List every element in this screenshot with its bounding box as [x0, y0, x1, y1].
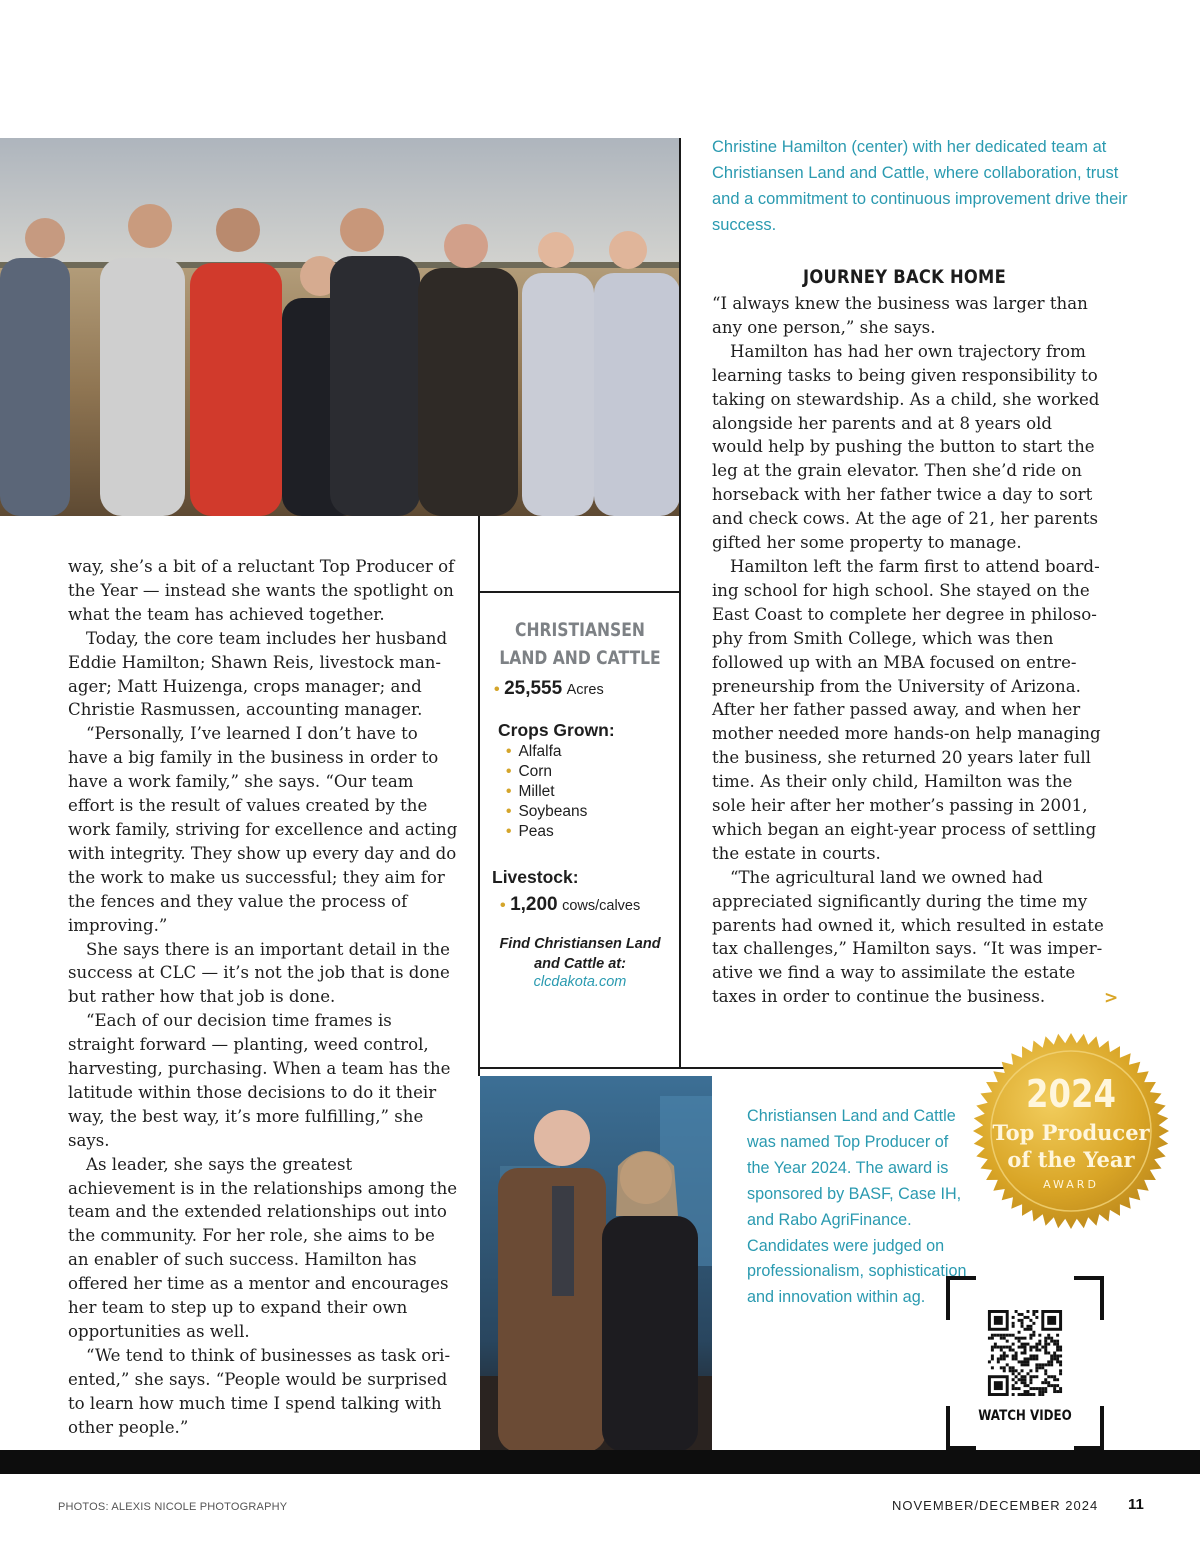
qr-module	[1021, 1378, 1024, 1381]
qr-module	[1029, 1393, 1032, 1396]
article-right-column	[712, 292, 1104, 1009]
qr-module	[1053, 1357, 1056, 1360]
qr-module	[1021, 1393, 1024, 1396]
paragraph: Hamilton has had her own trajectory from learning tasks to being given responsibility to taking on stewardship. As a child, she worked alongside her parents and at 8 years old would help by pushing the button to start the leg at the grain elevator. Then she’d ride on horseback with her father twice a day to sort and check cows. At the age of 21, her parents gifted her some property to manage.	[712, 341, 1100, 553]
qr-module	[1041, 1387, 1044, 1390]
qr-module	[1015, 1369, 1018, 1372]
acres-stat	[494, 678, 680, 700]
livestock-stat	[500, 894, 680, 916]
qr-module	[1050, 1363, 1053, 1366]
award-label: AWARD	[1043, 1178, 1099, 1191]
qr-module	[1021, 1381, 1024, 1384]
qr-module	[991, 1346, 994, 1349]
qr-module	[1018, 1387, 1021, 1390]
qr-module	[1000, 1357, 1003, 1360]
qr-module	[1035, 1363, 1038, 1366]
livestock-value: 1,200	[510, 894, 558, 915]
qr-module	[1029, 1378, 1032, 1381]
qr-module	[1056, 1360, 1059, 1363]
qr-module	[1026, 1328, 1029, 1331]
list-item: • Corn	[506, 762, 680, 782]
qr-module	[1018, 1337, 1021, 1340]
qr-module	[1056, 1384, 1059, 1387]
website-link[interactable]: clcdakota.com	[533, 974, 627, 990]
qr-module	[1026, 1384, 1029, 1387]
qr-module	[1047, 1334, 1050, 1337]
qr-module	[997, 1360, 1000, 1363]
qr-module	[1044, 1372, 1047, 1375]
qr-module	[1021, 1322, 1024, 1325]
qr-module	[1029, 1337, 1032, 1340]
qr-module	[1056, 1378, 1059, 1381]
farm-facts-sidebar	[480, 592, 680, 990]
qr-module	[1021, 1337, 1024, 1340]
qr-module	[1015, 1375, 1018, 1378]
qr-module	[1029, 1334, 1032, 1337]
qr-module	[1032, 1393, 1035, 1396]
qr-module	[1053, 1352, 1056, 1355]
qr-module	[1038, 1340, 1041, 1343]
qr-module	[1026, 1372, 1029, 1375]
qr-module	[991, 1357, 994, 1360]
photo-credit: PHOTOS: ALEXIS NICOLE PHOTOGRAPHY	[58, 1501, 288, 1513]
qr-module	[1012, 1369, 1015, 1372]
qr-module	[1003, 1357, 1006, 1360]
qr-module	[1035, 1369, 1038, 1372]
qr-module	[1035, 1343, 1038, 1346]
qr-module	[1044, 1363, 1047, 1366]
team-photo-illustration	[0, 138, 680, 516]
qr-module	[1024, 1378, 1027, 1381]
award-photo	[480, 1076, 712, 1452]
qr-module	[1024, 1390, 1027, 1393]
qr-module	[1056, 1349, 1059, 1352]
list-item: • Millet	[506, 782, 680, 802]
qr-module	[1047, 1375, 1050, 1378]
qr-module	[1032, 1375, 1035, 1378]
qr-module	[1029, 1346, 1032, 1349]
qr-module	[1029, 1357, 1032, 1360]
qr-module	[1041, 1366, 1044, 1369]
qr-module	[1009, 1369, 1012, 1372]
qr-module	[1026, 1343, 1029, 1346]
qr-module	[1024, 1363, 1027, 1366]
qr-module	[1029, 1369, 1032, 1372]
qr-module	[1050, 1337, 1053, 1340]
qr-module	[1050, 1384, 1053, 1387]
qr-module	[1044, 1337, 1047, 1340]
bullet-icon: •	[500, 897, 506, 914]
qr-module	[1012, 1322, 1015, 1325]
qr-module	[1029, 1375, 1032, 1378]
qr-module	[1044, 1369, 1047, 1372]
qr-module	[997, 1334, 1000, 1337]
qr-module	[1032, 1313, 1035, 1316]
qr-module	[1021, 1325, 1024, 1328]
qr-module	[991, 1354, 994, 1357]
award-title-line: of the Year	[1007, 1147, 1135, 1172]
qr-module	[1035, 1357, 1038, 1360]
qr-module	[1026, 1390, 1029, 1393]
qr-module	[1006, 1354, 1009, 1357]
qr-module	[1018, 1393, 1021, 1396]
qr-module	[1032, 1346, 1035, 1349]
qr-module	[1024, 1384, 1027, 1387]
qr-module	[1050, 1340, 1053, 1343]
acres-unit: Acres	[566, 682, 604, 698]
qr-module	[1038, 1390, 1041, 1393]
qr-module	[1038, 1393, 1041, 1396]
crops-heading: Crops Grown:	[498, 720, 615, 740]
qr-module	[991, 1337, 994, 1340]
qr-module	[1021, 1319, 1024, 1322]
qr-module	[1041, 1390, 1044, 1393]
qr-module	[1012, 1393, 1015, 1396]
qr-code-icon	[987, 1310, 1063, 1396]
qr-module	[1050, 1360, 1053, 1363]
award-caption: Christiansen Land and Cattle was named Top Producer of the Year 2024. The award is sponsored by BASF, Case IH, and Rabo AgriFinance. Candidates were judged on professionalism, sophistication and innovation within ag.	[747, 1107, 967, 1307]
qr-module	[1024, 1346, 1027, 1349]
qr-module	[1024, 1349, 1027, 1352]
qr-module	[1053, 1343, 1056, 1346]
qr-module	[1059, 1369, 1062, 1372]
qr-module	[1021, 1313, 1024, 1316]
qr-module	[1038, 1334, 1041, 1337]
qr-module	[1056, 1354, 1059, 1357]
qr-module	[994, 1346, 997, 1349]
qr-module	[1024, 1343, 1027, 1346]
qr-module	[1035, 1366, 1038, 1369]
paragraph: “We tend to think of businesses as task oriented,” she says. “People would be surprised to learn how much time I spend talking with other people.”	[68, 1345, 451, 1437]
paragraph: As leader, she says the greatest achievement is in the relationships among the team and the extended relationships out into the community. For her role, she aims to be an enabler of such success. Hamilton has offered her time as a mentor and encourages her team to step up to expand their own opportunities as well.	[68, 1154, 458, 1341]
watch-video-qr[interactable]	[946, 1276, 1104, 1450]
qr-module	[1021, 1343, 1024, 1346]
qr-module	[1059, 1354, 1062, 1357]
qr-module	[994, 1381, 1003, 1390]
award-title-line: Top Producer	[992, 1120, 1150, 1145]
qr-module	[1035, 1387, 1038, 1390]
paragraph: She says there is an important detail in the success at CLC — it’s not the job that is done but rather how that job is done.	[68, 939, 450, 1007]
qr-module	[1044, 1381, 1047, 1384]
qr-module	[1024, 1337, 1027, 1340]
qr-module	[1012, 1387, 1015, 1390]
qr-module	[1044, 1343, 1047, 1346]
qr-module	[1029, 1381, 1032, 1384]
paragraph: Today, the core team includes her husband Eddie Hamilton; Shawn Reis, livestock manager; Matt Huizenga, crops manager; and Christie Rasmussen, accounting manager.	[68, 628, 448, 720]
continue-arrow-icon: >	[1104, 988, 1119, 1008]
qr-module	[988, 1360, 991, 1363]
qr-module	[1032, 1357, 1035, 1360]
qr-module	[1047, 1363, 1050, 1366]
qr-module	[1044, 1378, 1047, 1381]
qr-module	[1015, 1337, 1018, 1340]
qr-module	[1018, 1378, 1021, 1381]
qr-module	[1015, 1381, 1018, 1384]
sidebar-title-line: CHRISTIANSEN	[515, 619, 645, 641]
qr-module	[1029, 1387, 1032, 1390]
list-item: • Alfalfa	[506, 742, 680, 762]
qr-frame-corner	[1074, 1276, 1104, 1320]
page-number: 11	[1128, 1496, 1144, 1513]
qr-module	[1059, 1390, 1062, 1393]
qr-module	[1003, 1354, 1006, 1357]
qr-module	[1000, 1354, 1003, 1357]
qr-module	[1012, 1349, 1015, 1352]
qr-module	[1047, 1337, 1050, 1340]
qr-module	[1026, 1357, 1029, 1360]
qr-module	[1021, 1360, 1024, 1363]
qr-module	[1029, 1354, 1032, 1357]
paragraph: Hamilton left the farm first to attend boarding school for high school. She stayed on the East Coast to complete her degree in philosophy from Smith College, which was then followed up with an MBA focused on entrepreneurship from the University of Arizona. After her father passed away, and when her mother needed more hands-on help managing the business, she returned 20 years later full time. As their only child, Hamilton was the sole heir after her mother’s passing in 2001, which began an eight-year process of settling the estate in courts.	[712, 556, 1101, 863]
qr-module	[1056, 1346, 1059, 1349]
qr-module	[1012, 1354, 1015, 1357]
qr-module	[1038, 1387, 1041, 1390]
team-photo	[0, 138, 680, 516]
qr-module	[994, 1334, 997, 1337]
qr-module	[1047, 1343, 1050, 1346]
qr-module	[1047, 1360, 1050, 1363]
livestock-heading: Livestock:	[492, 867, 579, 887]
qr-module	[1018, 1313, 1021, 1316]
qr-module	[1047, 1381, 1050, 1384]
qr-module	[1053, 1390, 1056, 1393]
award-seal	[972, 1032, 1170, 1230]
qr-module	[1053, 1340, 1056, 1343]
qr-module	[1038, 1343, 1041, 1346]
qr-module	[1056, 1340, 1059, 1343]
qr-module	[1018, 1319, 1021, 1322]
qr-module	[1003, 1337, 1006, 1340]
qr-module	[1056, 1343, 1059, 1346]
qr-module	[1032, 1331, 1035, 1334]
qr-module	[1003, 1346, 1006, 1349]
qr-module	[1032, 1354, 1035, 1357]
qr-module	[1012, 1378, 1015, 1381]
qr-module	[1018, 1372, 1021, 1375]
qr-module	[1038, 1366, 1041, 1369]
qr-module	[1032, 1387, 1035, 1390]
qr-module	[1015, 1352, 1018, 1355]
qr-module	[1012, 1325, 1015, 1328]
qr-module	[1012, 1316, 1015, 1319]
qr-module	[1006, 1340, 1009, 1343]
issue-date: NOVEMBER/DECEMBER 2024	[892, 1498, 1099, 1513]
qr-module	[1044, 1349, 1047, 1352]
award-year: 2024	[1026, 1072, 1116, 1116]
qr-module	[994, 1316, 1003, 1325]
section-divider-rule	[480, 1067, 1040, 1069]
qr-module	[1009, 1366, 1012, 1369]
livestock-unit: cows/calves	[562, 898, 641, 914]
qr-module	[1026, 1360, 1029, 1363]
qr-module	[1003, 1366, 1006, 1369]
qr-module	[1012, 1366, 1015, 1369]
qr-module	[1041, 1381, 1044, 1384]
paragraph: “Personally, I’ve learned I don’t have to have a big family in the business in order to have a work family,” she says. “Our team effort is the result of values created by the work family, striving for excellence and acting with integrity. They show up every day and do the work to make us successful; they aim for the fences and they value the process of improving.”	[68, 724, 458, 935]
qr-module	[1059, 1349, 1062, 1352]
qr-module	[1012, 1334, 1015, 1337]
qr-module	[1012, 1372, 1015, 1375]
qr-module	[1021, 1346, 1024, 1349]
photo-caption: Christine Hamilton (center) with her dedicated team at Christiansen Land and Cattle, where collaboration, trust and a commitment to continuous improvement drive their success.	[712, 138, 1128, 234]
qr-module	[1050, 1357, 1053, 1360]
qr-module	[1056, 1334, 1059, 1337]
qr-module	[1021, 1363, 1024, 1366]
qr-module	[1044, 1340, 1047, 1343]
qr-module	[1018, 1340, 1021, 1343]
qr-module	[1018, 1346, 1021, 1349]
qr-module	[1044, 1346, 1047, 1349]
qr-module	[1000, 1349, 1003, 1352]
qr-module	[1029, 1319, 1032, 1322]
qr-module	[1009, 1334, 1012, 1337]
paragraph: “I always knew the business was larger than any one person,” she says.	[712, 294, 1088, 337]
qr-module	[1059, 1363, 1062, 1366]
qr-module	[1024, 1393, 1027, 1396]
qr-module	[1021, 1375, 1024, 1378]
qr-module	[1035, 1346, 1038, 1349]
qr-module	[1053, 1378, 1056, 1381]
qr-module	[1021, 1352, 1024, 1355]
qr-module	[1021, 1369, 1024, 1372]
qr-module	[1026, 1316, 1029, 1319]
qr-module	[1035, 1354, 1038, 1357]
qr-module	[1050, 1354, 1053, 1357]
qr-module	[991, 1349, 994, 1352]
paragraph: “The agricultural land we owned had appreciated significantly during the time my parents had owned it, which resulted in estate tax challenges,” Hamilton says. “It was imperative we find a way to assimilate the estate taxes in order to continue the business.	[712, 867, 1104, 1007]
qr-module	[991, 1366, 994, 1369]
qr-module	[1029, 1349, 1032, 1352]
qr-module	[1035, 1375, 1038, 1378]
bottom-bar	[0, 1450, 1200, 1474]
qr-module	[1026, 1393, 1029, 1396]
watch-video-label: WATCH VIDEO	[978, 1408, 1072, 1424]
qr-module	[988, 1337, 991, 1340]
qr-module	[1003, 1369, 1006, 1372]
acres-value: 25,555	[504, 678, 563, 699]
award-photo-illustration	[480, 1076, 712, 1452]
qr-module	[1032, 1310, 1035, 1313]
qr-module	[1009, 1346, 1012, 1349]
qr-module	[1053, 1354, 1056, 1357]
qr-module	[1026, 1325, 1029, 1328]
qr-module	[1003, 1352, 1006, 1355]
crops-list	[506, 742, 680, 842]
qr-module	[1012, 1343, 1015, 1346]
qr-module	[1035, 1310, 1038, 1313]
qr-module	[1006, 1346, 1009, 1349]
qr-module	[1056, 1390, 1059, 1393]
qr-module	[1015, 1310, 1018, 1313]
qr-module	[1012, 1357, 1015, 1360]
qr-module	[1047, 1352, 1050, 1355]
qr-module	[1044, 1352, 1047, 1355]
qr-module	[1044, 1387, 1047, 1390]
qr-module	[1024, 1381, 1027, 1384]
list-item: • Peas	[506, 822, 680, 842]
qr-module	[1059, 1360, 1062, 1363]
qr-module	[1000, 1366, 1003, 1369]
qr-module	[1059, 1346, 1062, 1349]
paragraph: way, she’s a bit of a reluctant Top Producer of the Year — instead she wants the spotlight on what the team has achieved together.	[68, 557, 455, 624]
section-heading: JOURNEY BACK HOME	[802, 266, 1006, 288]
qr-module	[997, 1357, 1000, 1360]
qr-module	[1056, 1357, 1059, 1360]
list-item: • Soybeans	[506, 802, 680, 822]
qr-module	[1035, 1349, 1038, 1352]
sidebar-title	[498, 616, 662, 672]
qr-module	[1018, 1360, 1021, 1363]
qr-module	[997, 1346, 1000, 1349]
qr-module	[1029, 1328, 1032, 1331]
qr-module	[1032, 1322, 1035, 1325]
qr-module	[1026, 1310, 1029, 1313]
qr-module	[1035, 1316, 1038, 1319]
paragraph: “Each of our decision time frames is straight forward — planting, weed control, harvesting, purchasing. When a team has the latitude within those decisions to do it their way, the best way, it’s more fulfilling,” she says.	[68, 1011, 451, 1150]
qr-module	[1047, 1316, 1056, 1325]
qr-module	[1024, 1357, 1027, 1360]
qr-module	[994, 1343, 997, 1346]
qr-module	[1038, 1363, 1041, 1366]
qr-module	[1059, 1372, 1062, 1375]
qr-module	[1047, 1384, 1050, 1387]
sidebar-find-text: Find Christiansen Land and Cattle at:	[499, 936, 661, 972]
qr-module	[1006, 1334, 1009, 1337]
qr-module	[1041, 1363, 1044, 1366]
article-left-column	[68, 555, 460, 1440]
qr-module	[991, 1334, 994, 1337]
qr-module	[1032, 1334, 1035, 1337]
qr-module	[1015, 1354, 1018, 1357]
qr-module	[1044, 1390, 1047, 1393]
qr-module	[1050, 1375, 1053, 1378]
qr-module	[1059, 1387, 1062, 1390]
qr-module	[1000, 1337, 1003, 1340]
sidebar-title-line: LAND AND CATTLE	[499, 647, 661, 669]
qr-module	[1000, 1346, 1003, 1349]
qr-module	[1029, 1325, 1032, 1328]
bullet-icon: •	[494, 681, 500, 698]
qr-module	[1015, 1387, 1018, 1390]
qr-module	[1018, 1331, 1021, 1334]
qr-module	[1015, 1357, 1018, 1360]
qr-module	[1053, 1387, 1056, 1390]
qr-module	[1026, 1363, 1029, 1366]
qr-module	[1000, 1334, 1003, 1337]
qr-module	[1009, 1349, 1012, 1352]
qr-module	[1024, 1328, 1027, 1331]
qr-module	[1024, 1316, 1027, 1319]
qr-module	[1024, 1360, 1027, 1363]
qr-module	[1041, 1346, 1044, 1349]
qr-module	[1053, 1375, 1056, 1378]
qr-module	[1053, 1384, 1056, 1387]
qr-module	[1006, 1363, 1009, 1366]
qr-module	[1003, 1334, 1006, 1337]
qr-frame-corner	[946, 1276, 976, 1320]
qr-module	[1012, 1384, 1015, 1387]
qr-module	[1024, 1375, 1027, 1378]
qr-module	[1024, 1352, 1027, 1355]
qr-module	[1041, 1393, 1044, 1396]
qr-module	[1038, 1349, 1041, 1352]
